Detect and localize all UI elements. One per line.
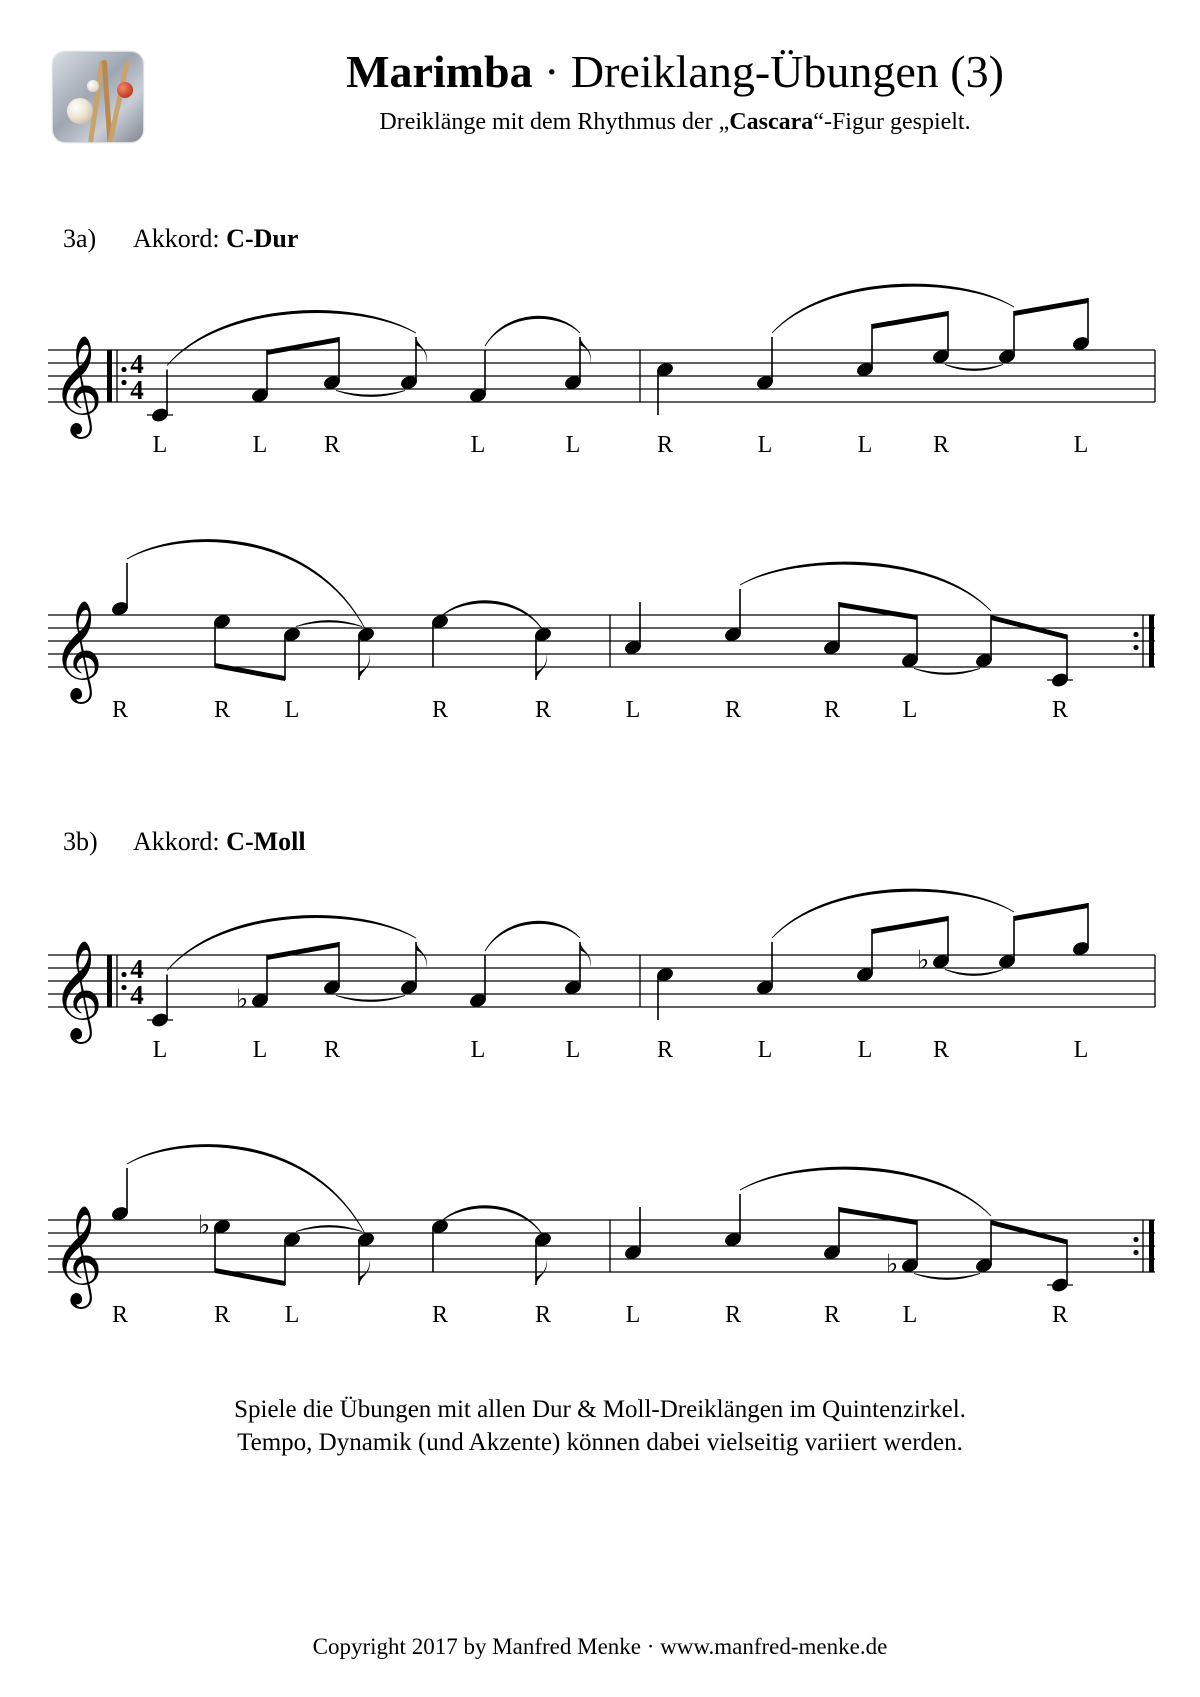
marimba-mallets-logo bbox=[53, 52, 143, 142]
phrase-slur bbox=[485, 316, 580, 346]
exercise-number: 3b) bbox=[63, 827, 98, 856]
chord-label: Akkord: bbox=[133, 224, 227, 253]
sticking-letter: L bbox=[152, 1037, 168, 1063]
sticking-letter: L bbox=[284, 697, 300, 723]
time-signature-top: 4 bbox=[130, 954, 144, 984]
sticking-letter: R bbox=[1051, 1302, 1069, 1328]
staff-system-3b-line1 bbox=[0, 895, 1200, 1065]
flat-icon: ♭ bbox=[886, 1249, 899, 1280]
sticking-letter: L bbox=[470, 432, 486, 458]
tie bbox=[336, 391, 405, 397]
sticking-letter: L bbox=[252, 1037, 268, 1063]
flat-icon: ♭ bbox=[236, 984, 249, 1015]
flat-icon: ♭ bbox=[917, 945, 930, 976]
instruction-line-1: Spiele die Übungen mit allen Dur & Moll-Dreiklängen im Quintenzirkel. bbox=[234, 1396, 966, 1423]
phrase-slur bbox=[772, 889, 1014, 938]
title-instrument: Marimba bbox=[346, 46, 533, 97]
repeat-dot bbox=[121, 985, 126, 990]
repeat-start-thick-bar bbox=[107, 350, 112, 402]
chord-label: Akkord: bbox=[133, 827, 227, 856]
sticking-letter: L bbox=[625, 697, 641, 723]
chord-name: C-Dur bbox=[226, 224, 299, 253]
title-topic: · Dreiklang-Übungen (3) bbox=[532, 46, 1004, 97]
repeat-end-thick-bar bbox=[1149, 1220, 1154, 1272]
sticking-letter: L bbox=[1073, 1037, 1089, 1063]
tie bbox=[945, 365, 1003, 371]
page-subtitle bbox=[150, 107, 1200, 137]
sticking-letter: R bbox=[111, 697, 129, 723]
sticking-letter: R bbox=[431, 1302, 449, 1328]
phrase-slur bbox=[167, 915, 416, 970]
sticking-letter: R bbox=[724, 697, 742, 723]
tie bbox=[296, 621, 362, 627]
sticking-letter: R bbox=[213, 697, 231, 723]
sticking-letter: R bbox=[932, 432, 950, 458]
treble-clef-icon: 𝄞 bbox=[52, 940, 103, 1040]
tie bbox=[914, 669, 980, 675]
repeat-dot bbox=[121, 972, 126, 977]
beam bbox=[872, 916, 948, 934]
beam bbox=[1014, 298, 1088, 316]
subtitle-text-post: “-Figur gespielt. bbox=[813, 109, 971, 135]
instruction-line-2: Tempo, Dynamik (und Akzente) können dabei vielseitig variiert werden. bbox=[237, 1429, 963, 1456]
repeat-dot bbox=[1133, 645, 1138, 650]
sticking-letter: R bbox=[213, 1302, 231, 1328]
sticking-letter: L bbox=[757, 1037, 773, 1063]
sticking-letter: L bbox=[857, 1037, 873, 1063]
exercise-3a-heading bbox=[63, 223, 298, 255]
sticking-letter: L bbox=[757, 432, 773, 458]
beam bbox=[267, 337, 339, 355]
page-title bbox=[150, 44, 1200, 100]
sticking-letter: L bbox=[565, 1037, 581, 1063]
beam bbox=[872, 311, 948, 329]
repeat-end-thick-bar bbox=[1149, 615, 1154, 667]
repeat-dot bbox=[1133, 1250, 1138, 1255]
sticking-letter: L bbox=[252, 432, 268, 458]
repeat-dot bbox=[121, 380, 126, 385]
sticking-letter: L bbox=[1073, 432, 1089, 458]
sticking-letter: R bbox=[724, 1302, 742, 1328]
beam bbox=[1014, 903, 1088, 921]
staff-system-3a-line1 bbox=[0, 290, 1200, 460]
time-signature-bottom: 4 bbox=[130, 375, 144, 405]
chord-name: C-Moll bbox=[226, 827, 306, 856]
sticking-letter: R bbox=[431, 697, 449, 723]
phrase-slur bbox=[740, 1167, 991, 1216]
sticking-letter: L bbox=[902, 1302, 918, 1328]
sticking-letter: R bbox=[534, 1302, 552, 1328]
treble-clef-icon: 𝄞 bbox=[52, 1205, 103, 1305]
time-signature-top: 4 bbox=[130, 349, 144, 379]
sticking-letter: L bbox=[470, 1037, 486, 1063]
treble-clef-icon: 𝄞 bbox=[52, 335, 103, 435]
phrase-slur bbox=[772, 284, 1014, 333]
repeat-dot bbox=[1133, 1237, 1138, 1242]
tie bbox=[914, 1274, 980, 1280]
phrase-slur bbox=[127, 1145, 366, 1236]
practice-instructions bbox=[60, 1393, 1140, 1459]
phrase-slur bbox=[167, 310, 416, 365]
beam bbox=[215, 1268, 285, 1286]
exercise-3b-heading bbox=[63, 826, 306, 858]
flat-icon: ♭ bbox=[198, 1210, 211, 1241]
tie bbox=[336, 996, 405, 1002]
time-signature-bottom: 4 bbox=[130, 980, 144, 1010]
sticking-letter: R bbox=[1051, 697, 1069, 723]
beam bbox=[991, 1220, 1067, 1245]
sticking-letter: R bbox=[656, 1037, 674, 1063]
staff-system-3b-line2 bbox=[0, 1160, 1200, 1330]
sticking-letter: R bbox=[323, 1037, 341, 1063]
sticking-letter: R bbox=[932, 1037, 950, 1063]
beam bbox=[215, 663, 285, 681]
phrase-slur bbox=[740, 562, 991, 611]
repeat-start-thick-bar bbox=[107, 955, 112, 1007]
tie bbox=[945, 970, 1003, 976]
phrase-slur bbox=[485, 921, 580, 951]
sticking-letter: L bbox=[625, 1302, 641, 1328]
sticking-letter: R bbox=[323, 432, 341, 458]
beam bbox=[267, 942, 339, 960]
sticking-letter: L bbox=[565, 432, 581, 458]
tie bbox=[296, 1226, 362, 1232]
subtitle-cascara: Cascara bbox=[729, 109, 814, 135]
treble-clef-icon: 𝄞 bbox=[52, 600, 103, 700]
sticking-letter: R bbox=[656, 432, 674, 458]
sticking-letter: R bbox=[111, 1302, 129, 1328]
exercise-number: 3a) bbox=[63, 224, 97, 253]
sticking-letter: L bbox=[902, 697, 918, 723]
sticking-letter: R bbox=[823, 1302, 841, 1328]
beam bbox=[991, 615, 1067, 640]
repeat-dot bbox=[121, 367, 126, 372]
beam bbox=[839, 1207, 917, 1225]
sticking-letter: L bbox=[857, 432, 873, 458]
staff-system-3a-line2 bbox=[0, 555, 1200, 725]
sticking-letter: L bbox=[284, 1302, 300, 1328]
sticking-letter: R bbox=[823, 697, 841, 723]
subtitle-text-pre: Dreiklänge mit dem Rhythmus der „ bbox=[379, 109, 730, 135]
beam bbox=[839, 602, 917, 620]
copyright-notice: Copyright 2017 by Manfred Menke · www.manfred-menke.de bbox=[312, 1634, 888, 1659]
repeat-dot bbox=[1133, 632, 1138, 637]
sticking-letter: L bbox=[152, 432, 168, 458]
sticking-letter: R bbox=[534, 697, 552, 723]
phrase-slur bbox=[127, 540, 366, 631]
